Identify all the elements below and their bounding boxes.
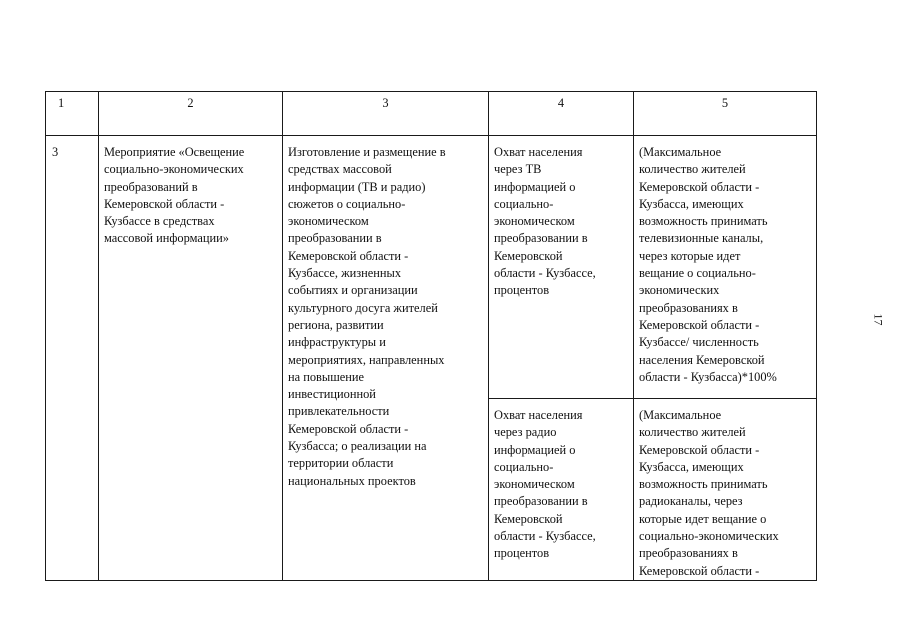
table-row [46, 136, 817, 399]
measures-table [45, 91, 817, 581]
header-col-5: 5 [634, 92, 817, 136]
header-col-1: 1 [46, 92, 99, 136]
header-col-4: 4 [489, 92, 634, 136]
event-name-cell: Мероприятие «Освещение социально-экономических преобразований в Кемеровской области - Кузбассе в средствах массовой информации» [99, 136, 283, 581]
row-number-cell: 3 [46, 136, 99, 581]
event-description-cell: Изготовление и размещение в средствах массовой информации (ТВ и радио) сюжетов о социально- экономическом преобразовании в Кемеровской области - Кузбассе, жизненных событиях и организации культурного досуга жителей региона, развитии инфраструктуры и мероприятиях, направленных на повышение инвестиционной привлекательности Кемеровской области - Кузбасса; о реализации на территории области национальных проектов [283, 136, 489, 581]
table-header-row [46, 92, 817, 136]
formula-tv-cell: (Максимальное количество жителей Кемеровской области - Кузбасса, имеющих возможность принимать телевизионные каналы, через которые идет вещание о социально- экономических преобразованиях в Кемеровской области - Кузбассе/ численность населения Кемеровской области - Кузбасса)*100% [634, 136, 817, 399]
header-col-3: 3 [283, 92, 489, 136]
page-number: 17 [871, 313, 886, 326]
header-col-2: 2 [99, 92, 283, 136]
indicator-tv-cell: Охват населения через ТВ информацией о социально- экономическом преобразовании в Кемеровской области - Кузбассе, процентов [489, 136, 634, 399]
indicator-radio-cell: Охват населения через радио информацией о социально- экономическом преобразовании в Кемеровской области - Кузбассе, процентов [489, 399, 634, 581]
formula-radio-cell: (Максимальное количество жителей Кемеровской области - Кузбасса, имеющих возможность принимать радиоканалы, через которые идет вещание о социально-экономических преобразованиях в Кемеровской области - [634, 399, 817, 581]
